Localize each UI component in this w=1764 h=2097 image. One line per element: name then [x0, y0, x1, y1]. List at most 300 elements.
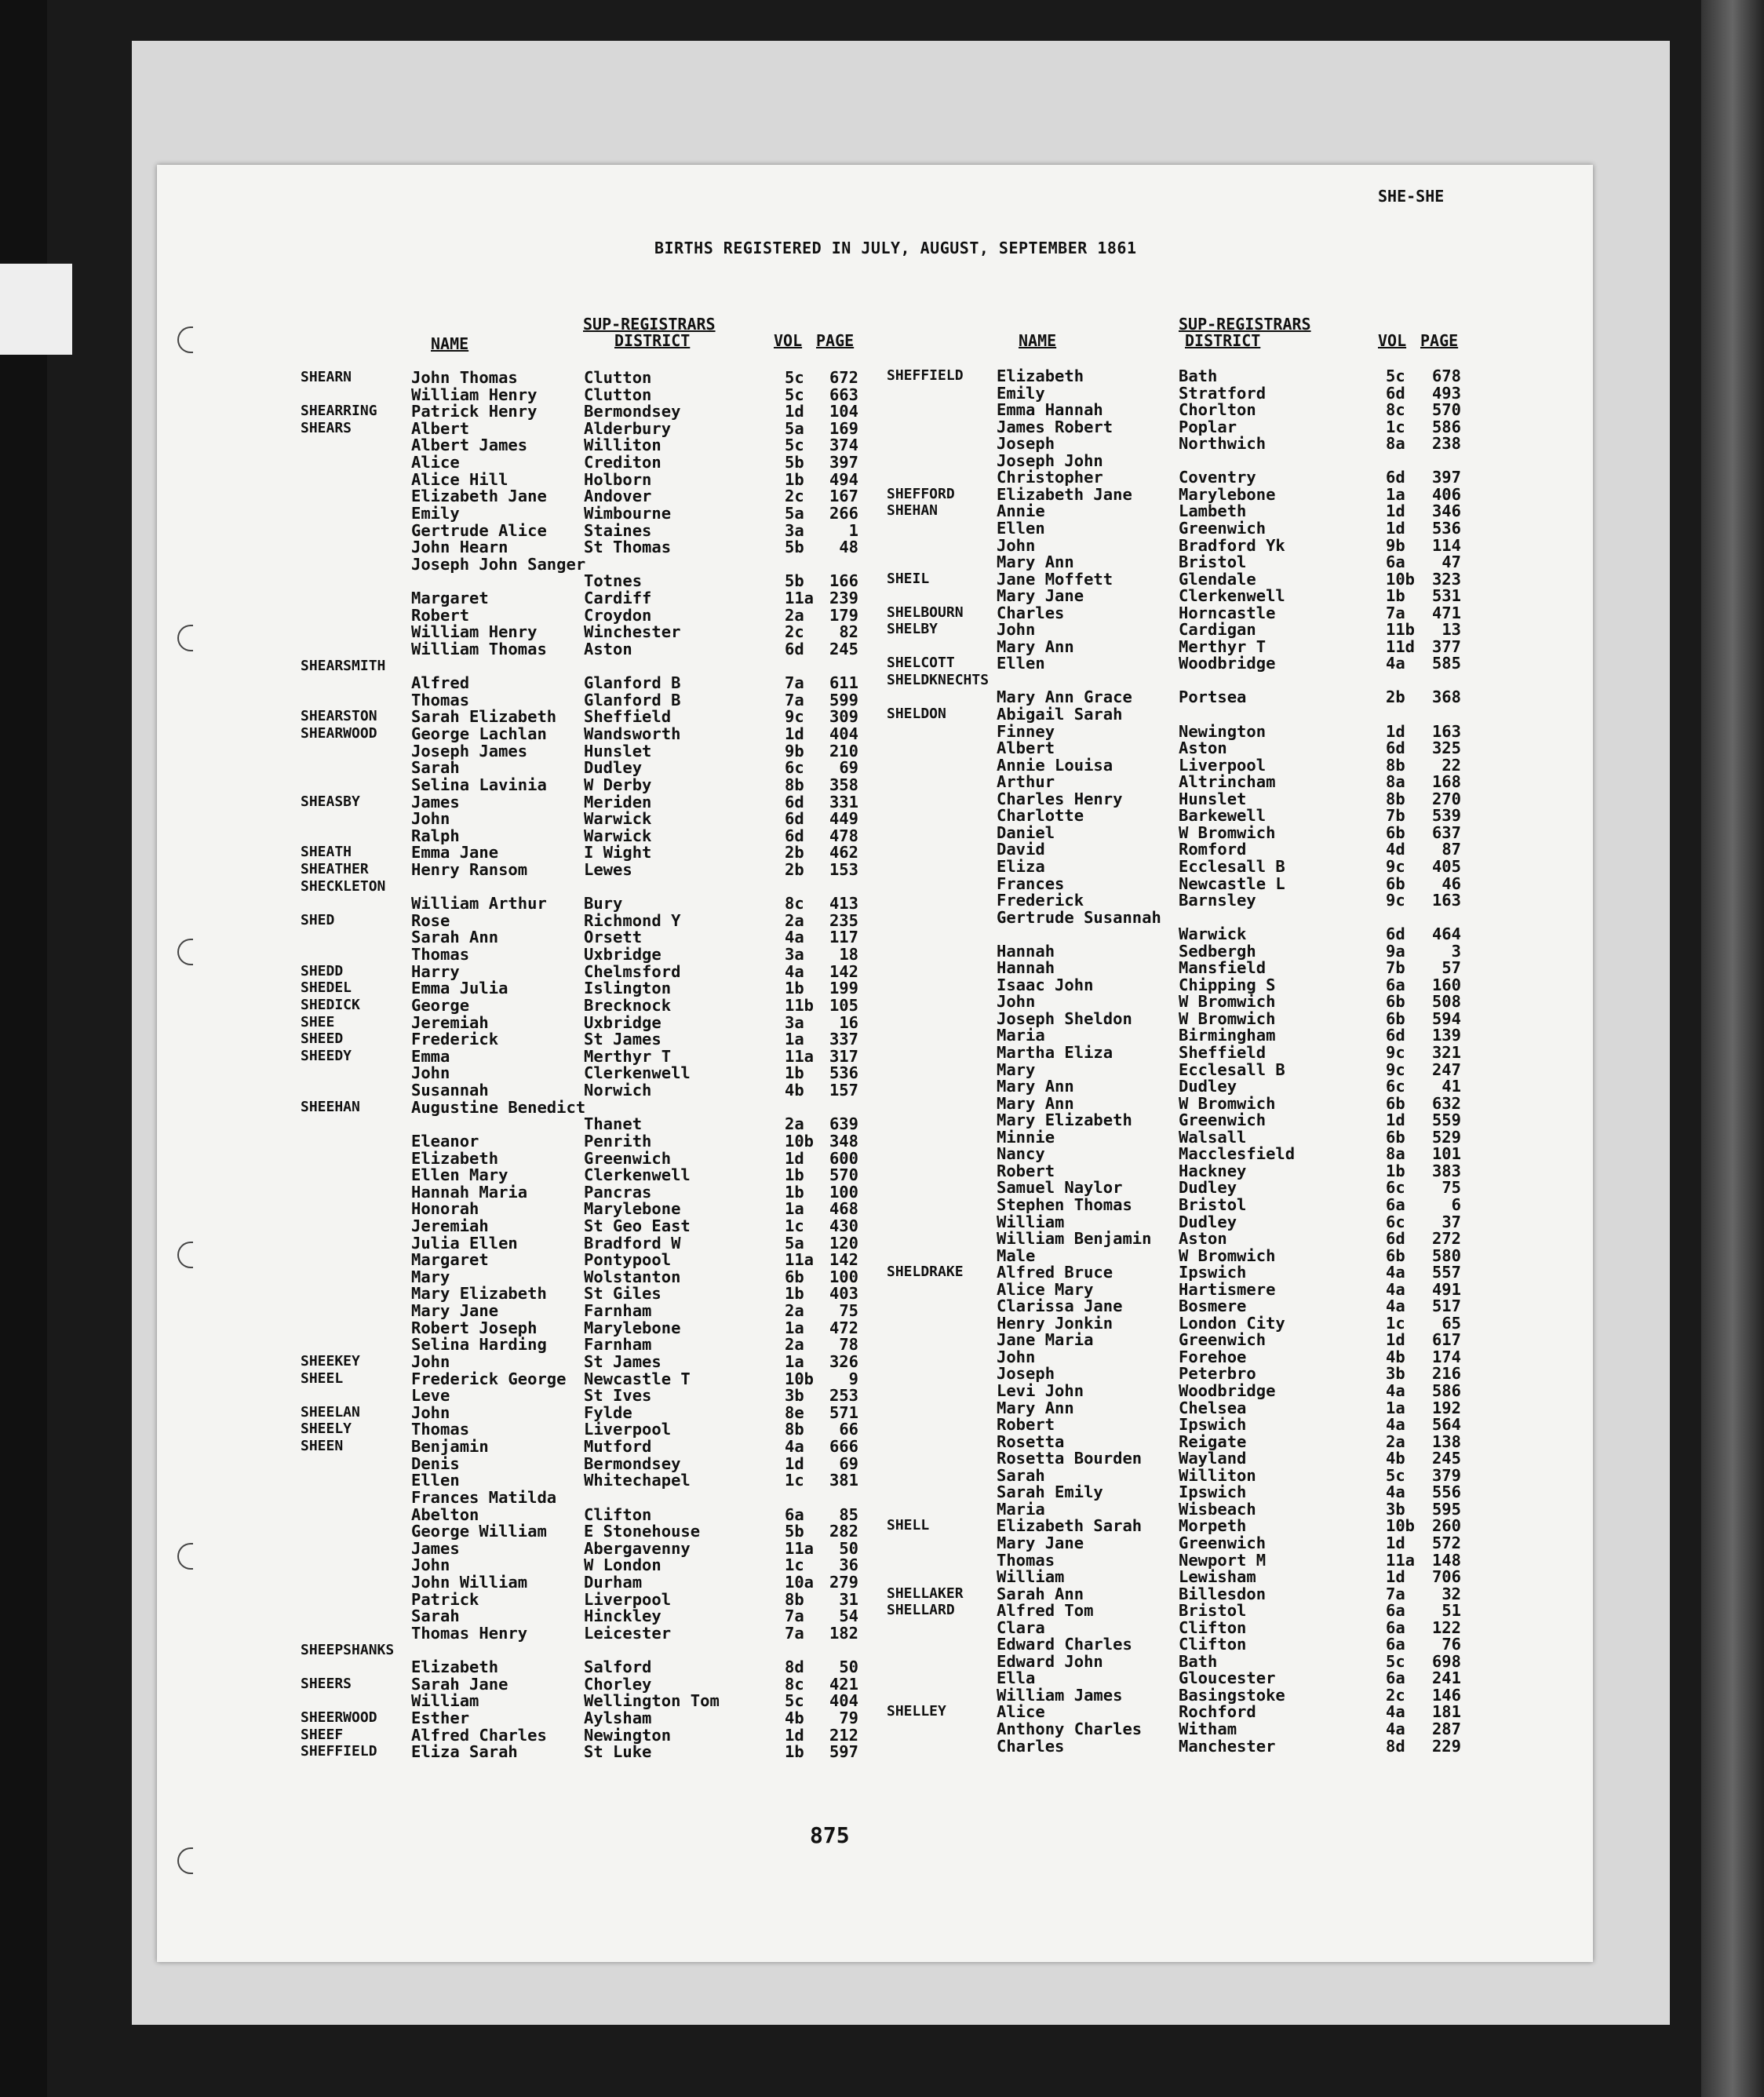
page-ref: 595 — [1431, 1499, 1461, 1519]
col-header-sup: SUP-REGISTRARS — [1179, 315, 1311, 334]
forenames: John — [997, 620, 1036, 640]
surname: SHEEPSHANKS — [301, 1641, 395, 1658]
forenames: Alfred Bruce — [997, 1263, 1113, 1282]
page-ref: 594 — [1431, 1008, 1461, 1028]
volume: 6c — [1386, 1212, 1405, 1231]
forenames: Finney — [997, 721, 1055, 741]
page-ref: 76 — [1441, 1635, 1461, 1654]
forenames: Martha Eliza — [997, 1043, 1113, 1062]
district: Bermondsey — [584, 402, 681, 421]
district: Greenwich — [1179, 1110, 1267, 1130]
forenames: George William — [411, 1522, 547, 1541]
volume: 3b — [785, 1386, 804, 1406]
page-ref: 78 — [839, 1335, 858, 1355]
district: Farnham — [584, 1301, 652, 1321]
district: Walsall — [1179, 1127, 1247, 1147]
col-header-page: PAGE — [1420, 331, 1459, 350]
district: Woodbridge — [1179, 654, 1276, 673]
forenames: Albert — [411, 418, 470, 438]
surname: SHEARSMITH — [301, 657, 386, 674]
forenames: Jeremiah — [411, 1216, 489, 1235]
register-page — [157, 165, 1593, 1962]
forenames: Robert — [411, 605, 470, 625]
forenames: Sarah — [997, 1465, 1045, 1485]
page-ref: 471 — [1431, 603, 1461, 622]
page-ref: 216 — [1431, 1364, 1461, 1384]
page-ref: 337 — [829, 1030, 858, 1049]
page-ref: 87 — [1441, 840, 1461, 859]
page-ref: 50 — [839, 1658, 858, 1677]
district: Wandsworth — [584, 724, 681, 744]
district: St James — [584, 1351, 662, 1371]
page-ref: 1 — [848, 520, 858, 540]
forenames: Selina Harding — [411, 1335, 547, 1355]
volume: 9b — [785, 741, 804, 760]
page-ref: 421 — [829, 1674, 858, 1694]
page-ref: 570 — [829, 1165, 858, 1185]
volume: 4a — [1386, 1702, 1405, 1722]
district: Uxbridge — [584, 1012, 662, 1032]
volume: 6b — [1386, 873, 1405, 893]
page-ref: 16 — [839, 1012, 858, 1032]
volume: 4a — [785, 1437, 804, 1457]
district: Ipswich — [1179, 1263, 1247, 1282]
forenames: Albert James — [411, 436, 528, 455]
page-ref: 556 — [1431, 1482, 1461, 1502]
page-ref: 377 — [1431, 636, 1461, 656]
volume: 4b — [785, 1708, 804, 1727]
forenames: Sarah Elizabeth — [411, 707, 557, 727]
volume: 4a — [785, 928, 804, 947]
forenames: Mary Elizabeth — [997, 1110, 1132, 1130]
volume: 10b — [785, 1131, 815, 1151]
surname: SHEEN — [301, 1438, 344, 1455]
forenames: Charles Henry — [997, 789, 1123, 808]
volume: 4a — [1386, 654, 1405, 673]
forenames: Frederick — [411, 1030, 499, 1049]
surname: SHEELAN — [301, 1403, 360, 1420]
page-ref: 160 — [1431, 975, 1461, 994]
volume: 6a — [1386, 1194, 1405, 1214]
district: St James — [584, 1030, 662, 1049]
volume: 1d — [785, 402, 804, 421]
district: Aylsham — [584, 1708, 652, 1727]
district: W London — [584, 1555, 662, 1575]
district: Mansfield — [1179, 958, 1267, 978]
volume: 8e — [785, 1402, 804, 1422]
forenames: Mary Ann — [997, 1093, 1074, 1113]
page-ref: 69 — [839, 1453, 858, 1473]
volume: 11a — [785, 1250, 815, 1270]
page-ref: 279 — [829, 1573, 858, 1592]
page-ref: 494 — [829, 469, 858, 489]
forenames: Eleanor — [411, 1131, 479, 1151]
district: Clerkenwell — [584, 1165, 691, 1185]
volume: 1b — [785, 469, 804, 489]
page-ref: 678 — [1431, 367, 1461, 385]
page-ref: 536 — [1431, 518, 1461, 538]
district: Williton — [584, 436, 662, 455]
page-ref: 69 — [839, 758, 858, 778]
volume: 1b — [785, 1063, 804, 1083]
district: Bristol — [1179, 553, 1247, 572]
volume: 6c — [785, 758, 804, 778]
forenames: Elizabeth — [411, 1658, 499, 1677]
district: W Bromwich — [1179, 822, 1276, 842]
page-ref: 100 — [829, 1182, 858, 1202]
forenames: Ellen — [997, 518, 1045, 538]
forenames: Ellen — [411, 1471, 460, 1490]
page-ref: 529 — [1431, 1127, 1461, 1147]
page-ref: 368 — [1431, 687, 1461, 707]
forenames: John — [997, 535, 1036, 555]
page-ref: 169 — [829, 418, 858, 438]
volume: 11a — [785, 1538, 815, 1558]
surname: SHELDKNECHTS — [887, 671, 990, 688]
surname: SHEARRING — [301, 403, 377, 420]
volume: 2a — [785, 910, 804, 930]
page-ref: 153 — [829, 859, 858, 879]
page-ref: 462 — [829, 843, 858, 863]
surname: SHEDICK — [301, 996, 360, 1013]
page-ref: 245 — [1431, 1449, 1461, 1468]
page-ref: 120 — [829, 1233, 858, 1253]
district: Winchester — [584, 622, 681, 642]
forenames: Julia Ellen — [411, 1233, 518, 1253]
volume: 6b — [1386, 1245, 1405, 1265]
page-ref: 57 — [1441, 958, 1461, 978]
district: Hartismere — [1179, 1279, 1276, 1299]
col-header-vol: VOL — [774, 331, 803, 350]
forenames: James — [411, 1538, 460, 1558]
page-number: 875 — [810, 1822, 850, 1848]
forenames: William Arthur — [411, 894, 547, 914]
volume: 1b — [785, 1182, 804, 1202]
forenames: Nancy — [997, 1144, 1045, 1164]
volume: 6b — [1386, 1093, 1405, 1113]
volume: 7a — [785, 690, 804, 709]
volume: 6a — [1386, 1617, 1405, 1637]
page-ref: 478 — [829, 826, 858, 845]
district: Merthyr T — [1179, 636, 1267, 656]
volume: 5b — [785, 538, 804, 557]
page-ref: 168 — [1431, 772, 1461, 792]
district: Portsea — [1179, 687, 1247, 707]
page-ref: 36 — [839, 1555, 858, 1575]
page-ref: 82 — [839, 622, 858, 642]
surname: SHEARS — [301, 419, 352, 436]
district: Uxbridge — [584, 945, 662, 965]
surname: SHEARN — [301, 369, 352, 385]
page-ref: 698 — [1431, 1651, 1461, 1671]
page-ref: 245 — [829, 639, 858, 658]
volume: 6d — [1386, 383, 1405, 403]
forenames: Eliza — [997, 856, 1045, 876]
district: Islington — [584, 979, 672, 998]
district: Forehoe — [1179, 1347, 1247, 1366]
volume: 6b — [1386, 1127, 1405, 1147]
page-ref: 663 — [829, 385, 858, 404]
district: St Ives — [584, 1386, 652, 1406]
forenames: Mary Ann — [997, 636, 1074, 656]
volume: 5b — [785, 453, 804, 472]
forenames: Alfred Charles — [411, 1725, 547, 1745]
page-ref: 37 — [1441, 1212, 1461, 1231]
surname: SHEELY — [301, 1420, 352, 1438]
page-ref: 22 — [1441, 755, 1461, 775]
page-ref: 100 — [829, 1267, 858, 1286]
volume: 1d — [785, 1148, 804, 1168]
forenames: William — [997, 1567, 1065, 1587]
volume: 2b — [785, 843, 804, 863]
surname: SHELDON — [887, 706, 946, 722]
forenames: Patrick — [411, 1589, 479, 1609]
district: Rochford — [1179, 1702, 1256, 1722]
surname: SHEEF — [301, 1726, 344, 1743]
volume: 5c — [785, 1691, 804, 1711]
volume: 8a — [1386, 434, 1405, 454]
volume: 4b — [785, 1081, 804, 1100]
forenames: Levi John — [997, 1381, 1084, 1400]
forenames: John — [997, 1347, 1036, 1366]
district: Clerkenwell — [584, 1063, 691, 1083]
district: Newcastle T — [584, 1369, 691, 1388]
volume: 6b — [1386, 992, 1405, 1012]
page-ref: 9 — [848, 1369, 858, 1388]
forenames: Mary Ann — [997, 1077, 1074, 1096]
volume: 1d — [1386, 721, 1405, 741]
volume: 2a — [1386, 1431, 1405, 1451]
forenames: John William — [411, 1573, 528, 1592]
page-ref: 272 — [1431, 1229, 1461, 1249]
page-ref: 706 — [1431, 1567, 1461, 1587]
volume: 6d — [785, 639, 804, 658]
forenames: Mary Jane — [997, 586, 1084, 606]
col-header-page: PAGE — [816, 331, 855, 350]
forenames: Albert — [997, 739, 1055, 758]
volume: 8b — [1386, 789, 1405, 808]
volume: 10b — [1386, 569, 1416, 589]
page-ref: 163 — [1431, 891, 1461, 910]
district: Clifton — [1179, 1617, 1247, 1637]
district: Billesdon — [1179, 1584, 1267, 1603]
volume: 5a — [785, 503, 804, 523]
district: Bath — [1179, 1651, 1218, 1671]
page-ref: 405 — [1431, 856, 1461, 876]
district: Ipswich — [1179, 1482, 1247, 1502]
volume: 11a — [1386, 1550, 1416, 1570]
page-ref: 430 — [829, 1216, 858, 1235]
surname: SHEIL — [887, 570, 930, 587]
district: Crediton — [584, 453, 662, 472]
district: Greenwich — [584, 1148, 672, 1168]
district: Bath — [1179, 367, 1218, 385]
forenames: Annie Louisa — [997, 755, 1113, 775]
district: Chorley — [584, 1674, 652, 1694]
forenames: Mary Ann — [997, 553, 1074, 572]
district: Wayland — [1179, 1449, 1247, 1468]
district: Totnes — [584, 571, 643, 591]
forenames: Mary — [411, 1267, 450, 1286]
surname: SHEARSTON — [301, 708, 377, 725]
page-ref: 403 — [829, 1284, 858, 1304]
page-ref: 117 — [829, 928, 858, 947]
volume: 2a — [785, 1301, 804, 1321]
forenames: David — [997, 840, 1045, 859]
volume: 6a — [1386, 975, 1405, 994]
page-ref: 229 — [1431, 1736, 1461, 1756]
page-ref: 559 — [1431, 1110, 1461, 1130]
page-ref: 101 — [1431, 1144, 1461, 1164]
volume: 1d — [1386, 1567, 1405, 1587]
forenames: John — [997, 992, 1036, 1012]
page-ref: 212 — [829, 1725, 858, 1745]
volume: 10b — [785, 1369, 815, 1388]
volume: 6d — [785, 809, 804, 829]
page-ref: 114 — [1431, 535, 1461, 555]
forenames: Jeremiah — [411, 1012, 489, 1032]
district: Gloucester — [1179, 1668, 1276, 1688]
surname: SHED — [301, 911, 335, 928]
volume: 7a — [785, 1623, 804, 1643]
district: Lewes — [584, 859, 632, 879]
volume: 3a — [785, 520, 804, 540]
volume: 5c — [1386, 1651, 1405, 1671]
volume: 4a — [1386, 1279, 1405, 1299]
page-ref: 564 — [1431, 1415, 1461, 1435]
page-ref: 66 — [839, 1420, 858, 1439]
volume: 8b — [785, 1589, 804, 1609]
forenames: Thomas — [411, 945, 470, 965]
volume: 1d — [1386, 518, 1405, 538]
page-ref: 571 — [829, 1402, 858, 1422]
surname: SHEFFORD — [887, 485, 955, 502]
district: Newcastle L — [1179, 873, 1285, 893]
forenames: Joseph Sheldon — [997, 1008, 1132, 1028]
district: Hackney — [1179, 1161, 1247, 1180]
district: Clifton — [584, 1504, 652, 1524]
volume: 6d — [785, 792, 804, 811]
volume: 5a — [785, 1233, 804, 1253]
volume: 6b — [785, 1267, 804, 1286]
page-ref: 105 — [829, 995, 858, 1015]
district: Dudley — [1179, 1212, 1237, 1231]
volume: 5c — [785, 368, 804, 387]
forenames: Joseph John — [997, 450, 1103, 470]
page-ref: 632 — [1431, 1093, 1461, 1113]
volume: 8b — [785, 775, 804, 794]
district: Barnsley — [1179, 891, 1256, 910]
district: Durham — [584, 1573, 643, 1592]
volume: 9c — [785, 707, 804, 727]
volume: 7a — [785, 673, 804, 693]
page-ref: 18 — [839, 945, 858, 965]
district: Fylde — [584, 1402, 632, 1422]
volume: 11a — [785, 1046, 815, 1066]
volume: 1c — [785, 1471, 804, 1490]
volume: 1b — [1386, 1161, 1405, 1180]
forenames: Mary Elizabeth — [411, 1284, 547, 1304]
page-ref: 148 — [1431, 1550, 1461, 1570]
volume: 6a — [1386, 1601, 1405, 1621]
page-ref: 493 — [1431, 383, 1461, 403]
district: Ipswich — [1179, 1415, 1247, 1435]
forenames: Elizabeth Jane — [411, 487, 547, 506]
district: Macclesfield — [1179, 1144, 1296, 1164]
surname: SHEATHER — [301, 860, 369, 877]
volume: 8a — [1386, 772, 1405, 792]
forenames: Leve — [411, 1386, 450, 1406]
page-ref: 48 — [839, 538, 858, 557]
page-ref: 637 — [1431, 822, 1461, 842]
page-ref: 79 — [839, 1708, 858, 1727]
volume: 11a — [785, 589, 815, 608]
forenames: Joseph John Sanger — [411, 554, 586, 574]
page-ref: 449 — [829, 809, 858, 829]
volume: 4a — [1386, 1720, 1405, 1738]
page-ref: 241 — [1431, 1668, 1461, 1688]
volume: 3b — [1386, 1364, 1405, 1384]
forenames: Mary Ann — [997, 1398, 1074, 1417]
district: Penrith — [584, 1131, 652, 1151]
page-ref: 321 — [1431, 1043, 1461, 1062]
forenames: James Robert — [997, 417, 1113, 436]
forenames: Thomas — [411, 690, 470, 709]
district: Marylebone — [584, 1199, 681, 1219]
district: Sheffield — [584, 707, 672, 727]
volume: 8c — [1386, 400, 1405, 420]
page-ref: 3 — [1451, 941, 1461, 961]
volume: 10b — [1386, 1516, 1416, 1536]
surname: SHEHAN — [887, 502, 938, 520]
page-ref: 397 — [1431, 468, 1461, 487]
volume: 6c — [1386, 1178, 1405, 1198]
page-ref: 617 — [1431, 1330, 1461, 1350]
volume: 1d — [785, 724, 804, 744]
district: Ecclesall B — [1179, 856, 1285, 876]
volume: 11d — [1386, 636, 1416, 656]
forenames: John Thomas — [411, 368, 518, 387]
page-ref: 54 — [839, 1606, 858, 1626]
forenames: Gertrude Susannah — [997, 907, 1161, 927]
volume: 9a — [1386, 941, 1405, 961]
district: Cardigan — [1179, 620, 1256, 640]
district: Abergavenny — [584, 1538, 691, 1558]
district: Mutford — [584, 1437, 652, 1457]
forenames: Patrick Henry — [411, 402, 538, 421]
forenames: Frederick George — [411, 1369, 567, 1388]
forenames: Edward Charles — [997, 1635, 1132, 1654]
page-ref: 508 — [1431, 992, 1461, 1012]
volume: 5a — [785, 418, 804, 438]
forenames: Alice — [411, 453, 460, 472]
volume: 6a — [1386, 1635, 1405, 1654]
district: Marylebone — [1179, 484, 1276, 504]
forenames: Abigail Sarah — [997, 705, 1123, 724]
page-ref: 199 — [829, 979, 858, 998]
page-ref: 317 — [829, 1046, 858, 1066]
col-header-name: NAME — [431, 334, 469, 353]
district: Hinckley — [584, 1606, 662, 1626]
district: Sheffield — [1179, 1043, 1267, 1062]
district: Hunslet — [584, 741, 652, 760]
volume: 8d — [785, 1658, 804, 1677]
district: Williton — [1179, 1465, 1256, 1485]
volume: 6b — [1386, 822, 1405, 842]
volume: 2b — [1386, 687, 1405, 707]
page-ref: 348 — [829, 1131, 858, 1151]
forenames: Abelton — [411, 1504, 479, 1524]
